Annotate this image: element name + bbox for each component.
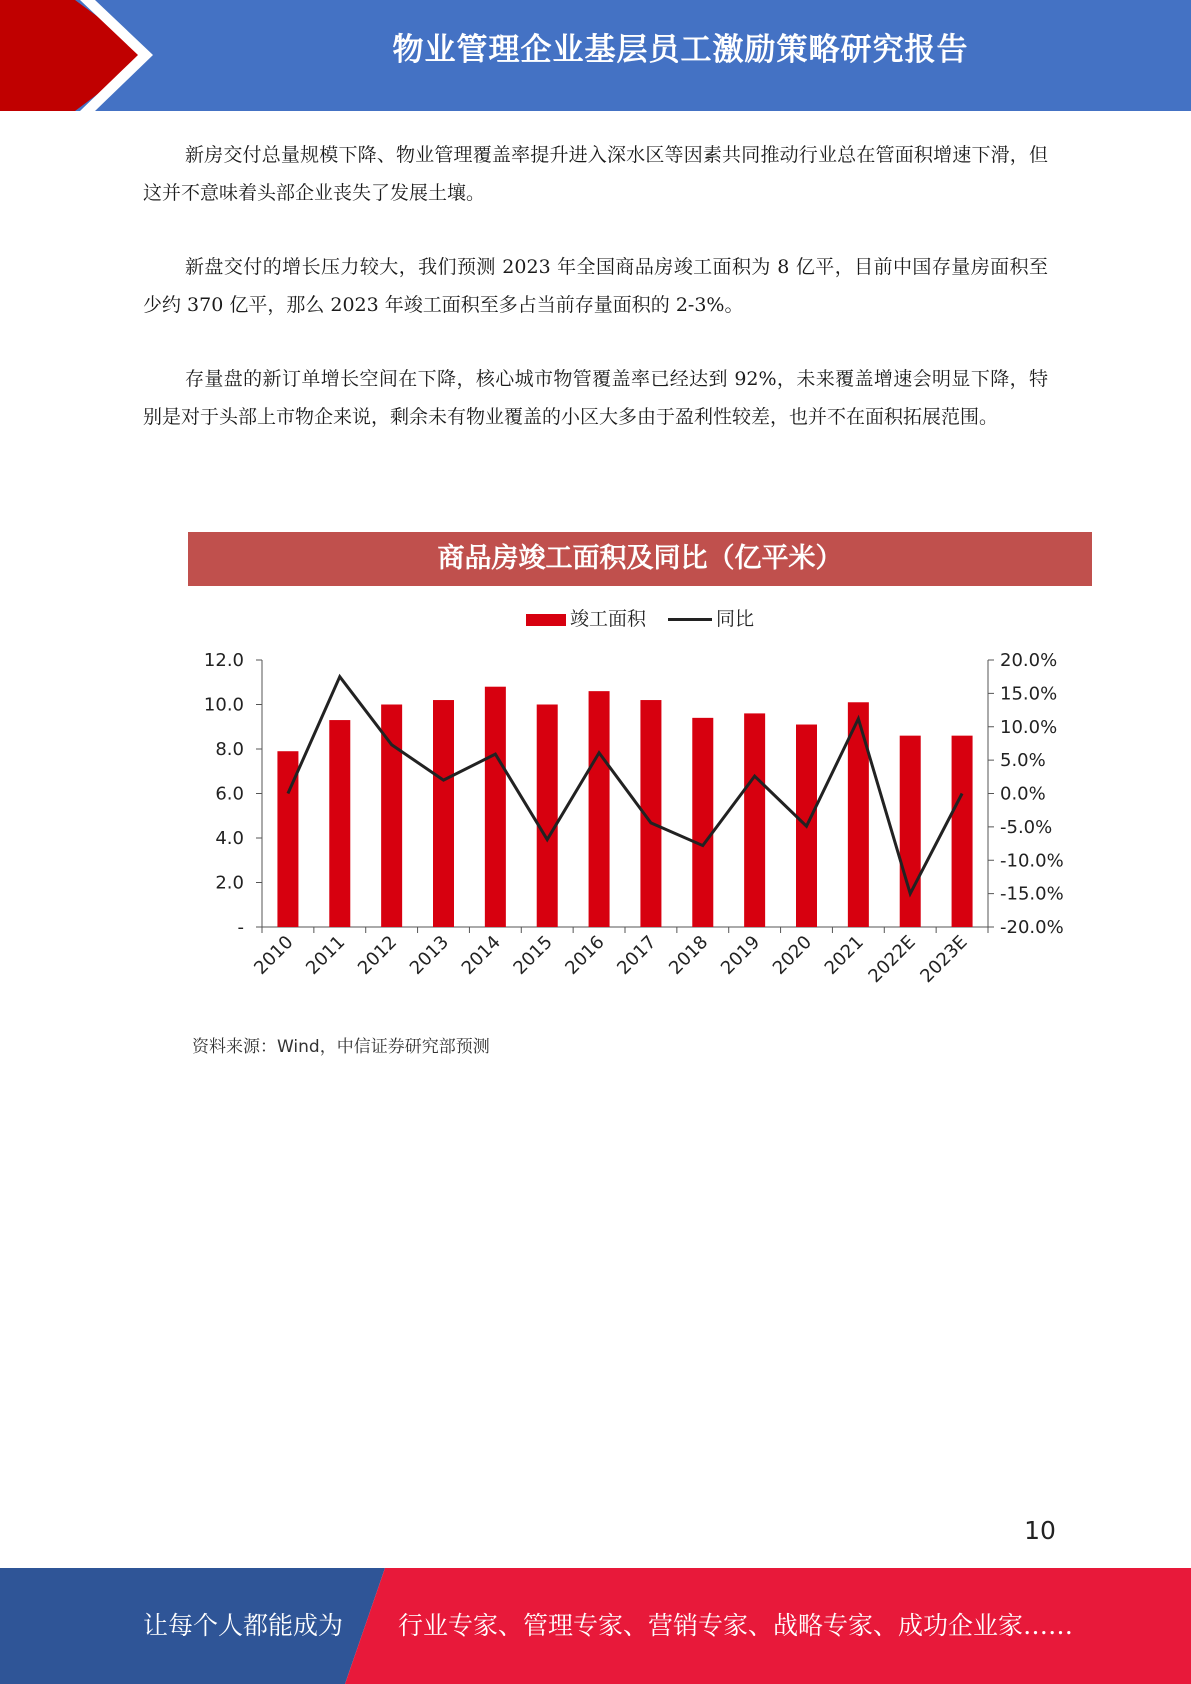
bar-2014 bbox=[485, 687, 506, 927]
bar-2022E bbox=[900, 736, 921, 927]
left-tick-label: - bbox=[237, 917, 244, 938]
bar-2011 bbox=[329, 720, 350, 927]
right-tick-label: 10.0% bbox=[1000, 716, 1058, 738]
left-tick-label: 4.0 bbox=[215, 828, 244, 849]
right-tick-label: -10.0% bbox=[1000, 850, 1064, 872]
chart-title: 商品房竣工面积及同比（亿平米） bbox=[437, 543, 843, 574]
left-tick-label: 6.0 bbox=[215, 783, 244, 805]
x-tick-label: 2023E bbox=[916, 931, 972, 987]
legend-bar-label: 竣工面积 bbox=[569, 608, 646, 630]
x-tick-label: 2011 bbox=[302, 931, 350, 979]
paragraph-1: 新房交付总量规模下降、物业管理覆盖率提升进入深水区等因素共同推动行业总在管面积增速下滑，但这并不意味着头部企业丧失了发展土壤。 bbox=[143, 144, 1048, 204]
right-tick-label: -15.0% bbox=[1000, 883, 1064, 905]
footer-slogan-left: 让每个人都能成为 bbox=[143, 1611, 344, 1640]
right-tick-label: -20.0% bbox=[1000, 917, 1064, 938]
right-tick-label: 20.0% bbox=[1000, 650, 1058, 671]
bar-2012 bbox=[381, 705, 402, 928]
body-content bbox=[143, 136, 1048, 472]
x-tick-label: 2018 bbox=[665, 931, 713, 979]
paragraph-2: 新盘交付的增长压力较大，我们预测 2023 年全国商品房竣工面积为 8 亿平，目前中国存量房面积至少约 370 亿平，那么 2023 年竣工面积至多占当前存量面积的 2-3%。 bbox=[143, 256, 1048, 316]
header-title: 物业管理企业基层员工激励策略研究报告 bbox=[392, 32, 969, 68]
bar-2016 bbox=[589, 691, 610, 927]
x-tick-label: 2020 bbox=[768, 931, 817, 979]
x-tick-label: 2016 bbox=[561, 931, 609, 979]
x-tick-label: 2012 bbox=[353, 931, 402, 979]
x-tick-label: 2015 bbox=[509, 931, 557, 979]
footer-slogan-right: 行业专家、管理专家、营销专家、战略专家、成功企业家…… bbox=[398, 1611, 1074, 1640]
right-tick-label: -5.0% bbox=[1000, 816, 1053, 838]
chart-source: 资料来源：Wind，中信证券研究部预测 bbox=[192, 1037, 490, 1057]
chart-plot bbox=[188, 532, 1092, 1032]
bar-2015 bbox=[537, 705, 558, 928]
header-red-triangle bbox=[0, 0, 150, 111]
left-tick-label: 2.0 bbox=[215, 872, 244, 894]
page-header bbox=[0, 0, 1191, 111]
x-tick-label: 2021 bbox=[820, 931, 868, 979]
bar-2013 bbox=[433, 700, 454, 927]
paragraph-3: 存量盘的新订单增长空间在下降，核心城市物管覆盖率已经达到 92%，未来覆盖增速会明显下降，特别是对于头部上市物企来说，剩余未有物业覆盖的小区大多由于盈利性较差，也并不在面积拓展范围。 bbox=[143, 368, 1048, 428]
x-tick-label: 2014 bbox=[457, 931, 505, 979]
bar-2023E bbox=[952, 736, 973, 927]
x-tick-label: 2010 bbox=[250, 931, 298, 979]
bar-2018 bbox=[692, 718, 713, 927]
x-tick-label: 2017 bbox=[613, 931, 661, 979]
x-tick-label: 2019 bbox=[716, 931, 765, 979]
page-number: 10 bbox=[1024, 1516, 1056, 1545]
right-tick-label: 0.0% bbox=[1000, 783, 1046, 805]
left-tick-label: 10.0 bbox=[203, 694, 244, 716]
right-tick-label: 5.0% bbox=[1000, 750, 1046, 772]
page-footer bbox=[0, 1568, 1191, 1684]
x-tick-label: 2013 bbox=[405, 931, 454, 979]
x-tick-label: 2022E bbox=[864, 931, 920, 987]
left-tick-label: 8.0 bbox=[215, 739, 244, 760]
left-tick-label: 12.0 bbox=[203, 650, 244, 671]
completion-area-chart bbox=[188, 532, 1092, 1062]
bar-2019 bbox=[744, 713, 765, 927]
legend-line-label: 同比 bbox=[716, 608, 755, 630]
right-tick-label: 15.0% bbox=[1000, 683, 1058, 705]
